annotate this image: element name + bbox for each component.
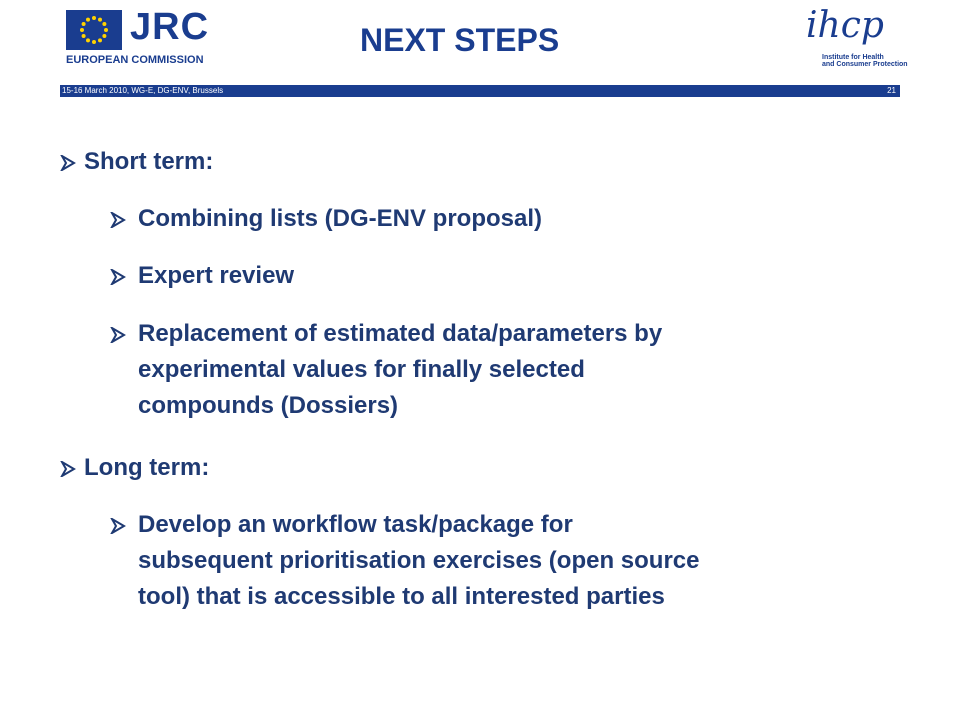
bullet-text: Expert review bbox=[138, 262, 295, 289]
ihcp-logo bbox=[806, 5, 916, 80]
arrow-bullet-icon bbox=[110, 203, 130, 235]
ihcp-caption-line-2: and Consumer Protection bbox=[822, 61, 908, 69]
eu-flag-icon bbox=[66, 10, 122, 50]
bullet-text-line-1: Develop an workflow task/package for bbox=[138, 511, 573, 538]
jrc-logo bbox=[66, 6, 226, 70]
slide-header bbox=[0, 0, 960, 98]
jrc-wordmark: JRC bbox=[130, 6, 210, 48]
bullet-text: Short term: bbox=[84, 148, 214, 175]
meeting-label: 15-16 March 2010, WG-E, DG-ENV, Brussels bbox=[62, 86, 224, 95]
ihcp-caption bbox=[822, 54, 908, 69]
ihcp-caption-line-1: Institute for Health bbox=[822, 54, 884, 61]
arrow-bullet-icon bbox=[110, 260, 130, 292]
bullet-text-line-3: compounds (Dossiers) bbox=[138, 392, 399, 419]
arrow-bullet-icon bbox=[60, 452, 80, 484]
arrow-bullet-icon bbox=[110, 318, 130, 350]
bullet-text-line-3: tool) that is accessible to all interested parties bbox=[138, 583, 665, 610]
page-title: NEXT STEPS bbox=[360, 22, 560, 58]
bullet-text: Long term: bbox=[84, 454, 210, 481]
arrow-bullet-icon bbox=[60, 146, 80, 178]
ihcp-wordmark: ihcp bbox=[806, 5, 884, 46]
header-bar bbox=[60, 85, 900, 97]
arrow-bullet-icon bbox=[110, 509, 130, 541]
commission-label: EUROPEAN COMMISSION bbox=[66, 54, 204, 66]
bullet-text-line-2: experimental values for finally selected bbox=[138, 356, 585, 383]
page-number: 21 bbox=[887, 86, 896, 95]
bullet-text-line-2: subsequent prioritisation exercises (open source bbox=[138, 547, 700, 574]
bullet-text-line-1: Replacement of estimated data/parameters by bbox=[138, 320, 663, 347]
bullet-text: Combining lists (DG-ENV proposal) bbox=[138, 205, 543, 232]
